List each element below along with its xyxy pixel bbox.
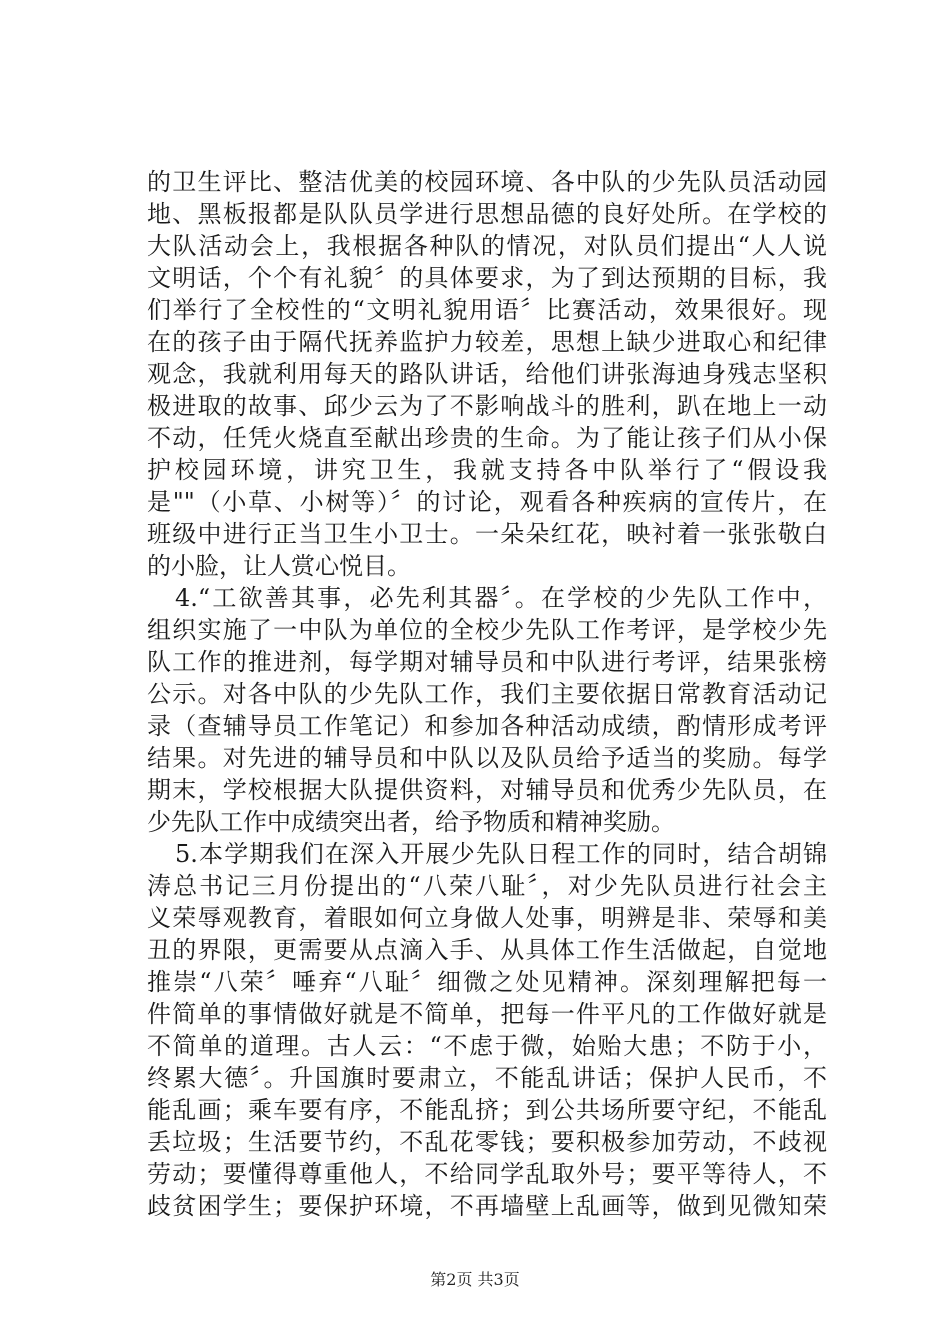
text-line: 极进取的故事、邱少云为了不影响战斗的胜利，趴在地上一动 (147, 392, 827, 420)
document-body (147, 166, 827, 1222)
text-line: 的卫生评比、整洁优美的校园环境、各中队的少先队员活动园 (147, 168, 827, 196)
paragraph-4-start: 4.“工欲善其事，必先利其器〞。在学校的少先队工作中， (175, 584, 827, 612)
text-line: 录（查辅导员工作笔记）和参加各种活动成绩，酌情形成考评 (147, 712, 827, 740)
text-line: 歧贫困学生；要保护环境，不再墙壁上乱画等，做到见微知荣 (147, 1192, 827, 1220)
text-line: 们举行了全校性的“文明礼貌用语〞比赛活动，效果很好。现 (147, 296, 827, 324)
paragraph-5-start: 5.本学期我们在深入开展少先队日程工作的同时，结合胡锦 (175, 840, 827, 868)
text-line: 地、黑板报都是队队员学进行思想品德的良好处所。在学校的 (147, 200, 827, 228)
text-line: 大队活动会上，我根据各种队的情况，对队员们提出“人人说 (147, 232, 827, 260)
text-line: 文明话，个个有礼貌〞的具体要求，为了到达预期的目标，我 (147, 264, 827, 292)
text-line: 推崇“八荣〞唾弃“八耻〞细微之处见精神。深刻理解把每一 (147, 968, 827, 996)
text-line: 班级中进行正当卫生小卫士。一朵朵红花，映衬着一张张敬白 (147, 520, 827, 548)
text-line: 结果。对先进的辅导员和中队以及队员给予适当的奖励。每学 (147, 744, 827, 772)
text-line: 件简单的事情做好就是不简单，把每一件平凡的工作做好就是 (147, 1000, 827, 1028)
text-line: 组织实施了一中队为单位的全校少先队工作考评，是学校少先 (147, 616, 827, 644)
page-footer: 第2页 共3页 (430, 1270, 520, 1289)
text-line: 劳动；要懂得尊重他人，不给同学乱取外号；要平等待人，不 (147, 1160, 827, 1188)
text-line: 少先队工作中成绩突出者，给予物质和精神奖励。 (147, 808, 675, 836)
text-line: 期末，学校根据大队提供资料，对辅导员和优秀少先队员，在 (147, 776, 827, 804)
text-line: 不简单的道理。古人云：“不虑于微，始贻大患；不防于小， (147, 1032, 827, 1060)
text-line: 丑的界限，更需要从点滴入手、从具体工作生活做起，自觉地 (147, 936, 827, 964)
text-line: 终累大德〞。升国旗时要肃立，不能乱讲话；保护人民币，不 (147, 1064, 827, 1092)
text-line: 公示。对各中队的少先队工作，我们主要依据日常教育活动记 (147, 680, 827, 708)
text-line: 义荣辱观教育，着眼如何立身做人处事，明辨是非、荣辱和美 (147, 904, 827, 932)
text-line: 是""（小草、小树等）〞的讨论，观看各种疾病的宣传片，在 (147, 488, 827, 516)
text-line: 涛总书记三月份提出的“八荣八耻〞，对少先队员进行社会主 (147, 872, 827, 900)
text-line: 护校园环境，讲究卫生，我就支持各中队举行了“假设我 (147, 456, 827, 484)
text-line: 观念，我就利用每天的路队讲话，给他们讲张海迪身残志坚积 (147, 360, 827, 388)
text-line: 的小脸，让人赏心悦目。 (147, 552, 411, 580)
text-line: 不动，任凭火烧直至献出珍贵的生命。为了能让孩子们从小保 (147, 424, 827, 452)
text-line: 丢垃圾；生活要节约，不乱花零钱；要积极参加劳动，不歧视 (147, 1128, 827, 1156)
text-line: 队工作的推进剂，每学期对辅导员和中队进行考评，结果张榜 (147, 648, 827, 676)
text-line: 在的孩子由于隔代抚养监护力较差，思想上缺少进取心和纪律 (147, 328, 827, 356)
text-line: 能乱画；乘车要有序，不能乱挤；到公共场所要守纪，不能乱 (147, 1096, 827, 1124)
